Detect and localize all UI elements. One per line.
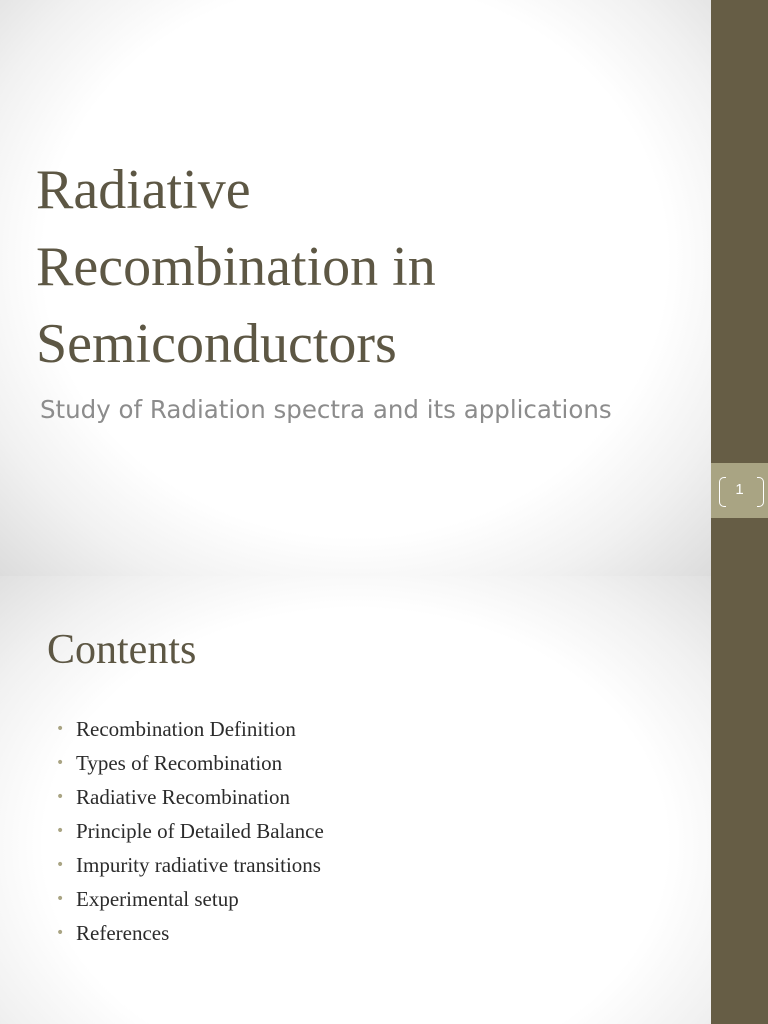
list-item-label: Experimental setup (76, 887, 239, 911)
list-item (56, 848, 324, 882)
list-item-label: Principle of Detailed Balance (76, 819, 324, 843)
list-item (56, 712, 324, 746)
list-item-label: Recombination Definition (76, 717, 296, 741)
page-number: 1 (735, 481, 744, 498)
list-item (56, 916, 324, 950)
contents-list (56, 712, 324, 950)
bullet-icon: • (56, 789, 65, 805)
bullet-icon: • (56, 823, 65, 839)
list-item (56, 882, 324, 916)
contents-slide (0, 576, 711, 1024)
bullet-icon: • (56, 925, 65, 941)
bracket-right-icon (757, 477, 764, 507)
bullet-icon: • (56, 755, 65, 771)
bullet-icon: • (56, 891, 65, 907)
page-number-badge (711, 463, 768, 518)
contents-heading: Contents (47, 627, 197, 673)
bullet-icon: • (56, 721, 65, 737)
title-line: Radiative (36, 159, 251, 221)
list-item-label: References (76, 921, 170, 945)
slide-subtitle: Study of Radiation spectra and its applications (40, 395, 612, 424)
list-item-label: Impurity radiative transitions (76, 853, 321, 877)
list-item (56, 780, 324, 814)
list-item-label: Types of Recombination (76, 751, 283, 775)
list-item (56, 746, 324, 780)
title-line: Semiconductors (36, 313, 397, 375)
title-line: Recombination in (36, 236, 436, 298)
bullet-icon: • (56, 857, 65, 873)
list-item-label: Radiative Recombination (76, 785, 291, 809)
slide-title (36, 152, 696, 383)
list-item (56, 814, 324, 848)
